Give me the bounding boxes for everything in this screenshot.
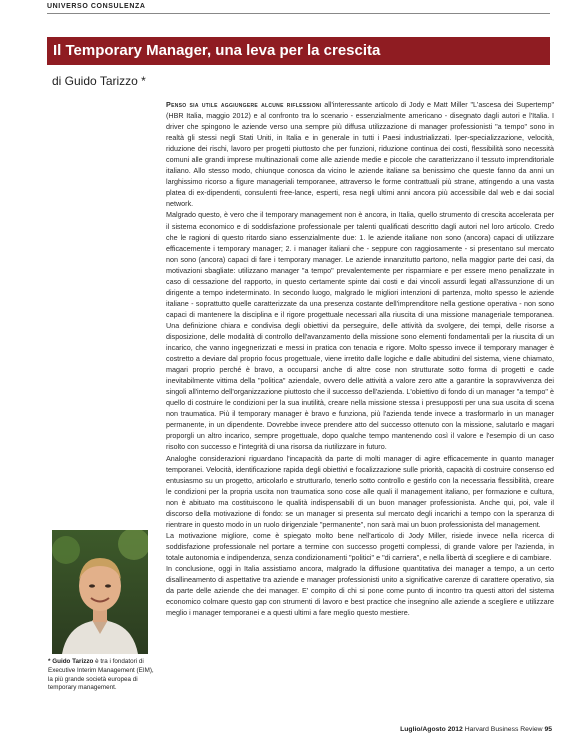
article-author: di Guido Tarizzo * bbox=[52, 74, 146, 88]
paragraph-5: In conclusione, oggi in Italia assistiamo ancora, malgrado la diffusione quantitativa dei manager a tempo, a un certo disallineamento di aspettative tra aziende e manager professionisti unito a significative carenze di carattere operativo, sia da parte delle aziende che dei manager. E' compito di chi si pone come punto di incontro tra questi attori del sistema economico colmare questo gap con strumenti di lavoro e best practice che insegnino alle aziende a scegliere e utilizzare meglio i manager temporanei e a questi ultimi a fare meglio questo mestiere. bbox=[166, 563, 554, 618]
paragraph-4: La motivazione migliore, come è spiegato molto bene nell'articolo di Jody Miller, risiede invece nella ricerca di soddisfazione professionale nel portare a termine con successo progetti complessi, di grande valore per l'azienda, in totale autonomia e indipendenza, senza condizionamenti "politici" e "di carriera", e nella libertà di scegliere e di cambiare. bbox=[166, 530, 554, 562]
footer-page-number: 95 bbox=[544, 726, 552, 733]
author-caption bbox=[48, 658, 158, 693]
caption-text: è tra i fondatori di Executive Interim Management (EIM), la più grande società europea di temporary management. bbox=[48, 658, 154, 692]
page-footer bbox=[400, 726, 552, 733]
section-label: UNIVERSO CONSULENZA bbox=[47, 3, 146, 10]
section-divider bbox=[47, 13, 550, 14]
footer-issue: Luglio/Agosto 2012 bbox=[400, 726, 463, 733]
caption-name: * Guido Tarizzo bbox=[48, 658, 94, 665]
lead-in: Penso sia utile aggiungere alcune riflessioni bbox=[166, 100, 322, 109]
article-title: Il Temporary Manager, una leva per la crescita bbox=[47, 37, 550, 65]
paragraph-1 bbox=[166, 99, 554, 209]
paragraph-2: Malgrado questo, è vero che il temporary management non è ancora, in Italia, quello strumento di crescita accelerata per il sistema economico e di soddisfazione professionale per talenti qualificati descritto dagli autori nel loro articolo. Credo che le ragioni di questo ritardo siano essenzialmente due: 1. le aziende italiane non sono (ancora) capaci di utilizzare efficacemente i temporary manager; 2. i manager italiani che - seppure con raggiosamente - si presentano sul mercato non sono (ancora) capaci di fare i temporary manager. Le aziende innanzitutto partono, nella maggior parte dei casi, da motivazioni sbagliate: utilizzano manager "a tempo" prevalentemente per risparmiare e per essere meno penalizzate in caso di cessazione del rapporto, in questo certamente spinte dai costi e dai vincoli assurdi legati all'assunzione di un dirigente a tempo indeterminato. In secondo luogo, malgrado le migliori intenzioni di partenza, molto spesso le aziende italiane - soprattutto quelle caratterizzate da una presenza costante dell'imprenditore nella gestione operativa - non sono capaci di mantenere la disciplina e il rigore progettuale necessari alla riuscita di una missione manageriale temporanea. Una definizione chiara e condivisa degli obiettivi da perseguire, delle attività da svolgere, dei tempi, delle risorse a disposizione, delle modalità di controllo dell'avanzamento della missione sono elementi fondamentali per la riuscita di un incarico, che vanno ingegnerizzati e messi in pratica con tenacia e rigore. Molto spesso invece il temporary manager è costretto a deviare dal proprio focus progettuale, viene irretito dalle logiche e dalle abitudini del sistema, viene chiamato, magari proprio perché è bravo, a occuparsi anche di altre cose non strutturate sotto forma di progetti e cade inevitabilmente vittima della "politica" aziendale, ovvero delle attività a valore zero atte a garantire la sopravvivenza dei singoli all'interno dell'organizzazione piuttosto che il successo dell'azienda. L'obiettivo di fondo di un manager "a tempo" è quello di costruire le condizioni per la sua inutilità, creare nella missione stessa i presupposti per una sua uscita di scena non traumatica. Più il temporary manager è bravo e funziona, più l'azienda tende invece a trasformarlo in un manager permanente, in un dipendente. Dovrebbe invece prendere atto del successo ottenuto con la missione, salutarlo e magari proporgli un altro incarico, sempre progettuale, dopo qualche tempo mantenendo così il valore e l'esempio di un caso risolto con successo e l'integrità di una risorsa da riutilizzare in futuro. bbox=[166, 210, 554, 452]
author-photo bbox=[52, 530, 148, 654]
paragraph-1-text: all'interessante articolo di Jody e Matt Miller "L'ascesa dei Supertemp" (HBR Italia, maggio 2012) e al confronto tra lo scenario - essenzialmente americano - disegnato dagli autori e l'Italia. I driver che spingono le aziende verso una sempre più diffusa utilizzazione di manager professionisti "a tempo" sono in realtà gli stessi negli Stati Uniti, in Italia e in generale in tutti i Paesi industrializzati. Iper-specializzazione, velocità, riduzione dei rischi, lavoro per progetti piuttosto che per funzioni, riduzione continua dei costi, flessibilità sono necessità comuni alle grandi imprese multinazionali come alle aziende medie e piccole che caratterizzano il tessuto imprenditoriale italiano. Allo stesso modo, chiunque conosca da vicino le aziende italiane sa benissimo che queste fanno da anni un larghissimo ricorso a figure manageriali temporanee, attraverso le forme contrattuali più strane, attingendo a una vasta platea di ex-dipendenti, consulenti free-lance, esperti, resa negli ultimi anni ancora più accessibile dal web e dai social network. bbox=[166, 100, 555, 209]
footer-magazine: Harvard Business Review bbox=[464, 726, 543, 733]
article-body bbox=[166, 99, 554, 618]
paragraph-3: Analoghe considerazioni riguardano l'incapacità da parte di molti manager di agire efficacemente in quanto manager temporanei. Velocità, identificazione rapida degli obiettivi e focalizzazione sulle priorità, capacità di costruire consenso ed entusiasmo su un progetto, articolarlo e strutturarlo, tenerlo sotto controllo e gestirlo con la necessaria flessibilità, creare le condizioni per la propria uscita non traumatica sono cose alle quali il management italiano, per formazione e cultura, non è abituato ma costituiscono le qualità indispensabili di un buon manager professionista. Anche qui, poi, vale il discorso della motivazione di fondo: se un manager si presenta sul mercato degli incarichi a tempo con la speranza di rientrare in questo modo in un ruolo dirigenziale "permanente", non sarà mai un buon professionista del management. bbox=[166, 453, 554, 529]
